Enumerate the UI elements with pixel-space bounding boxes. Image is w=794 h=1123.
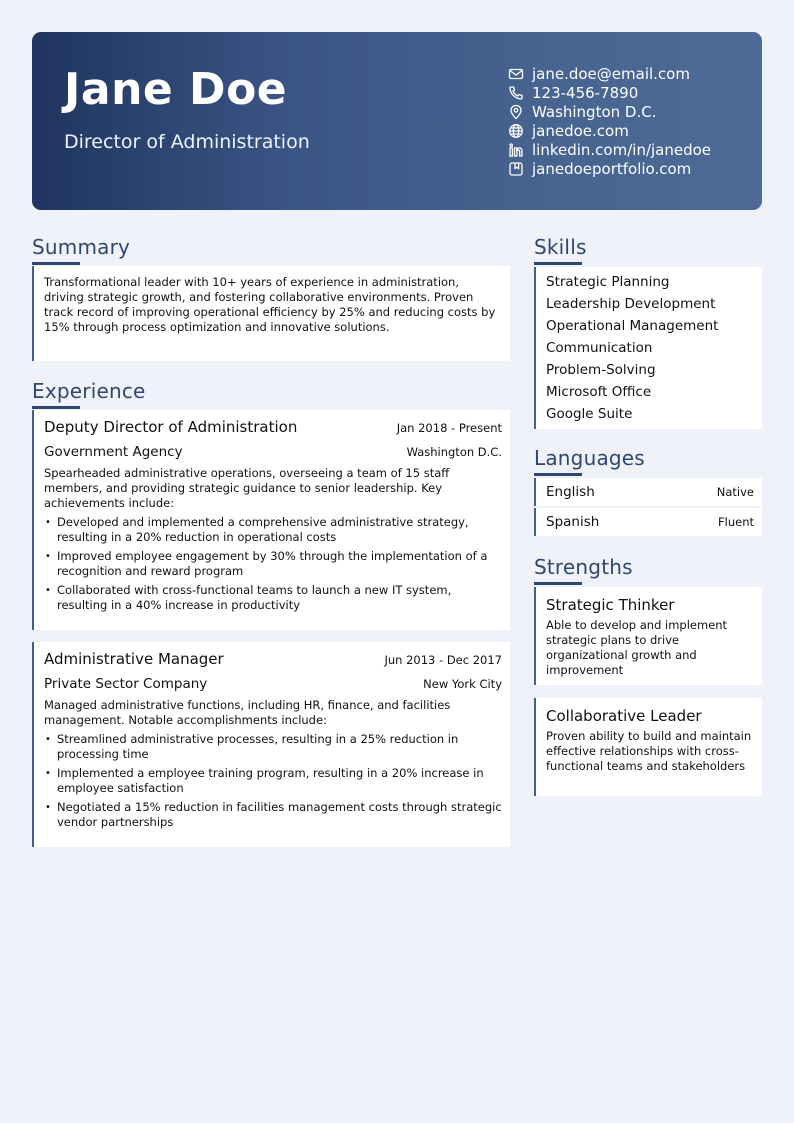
candidate-name: Jane Doe bbox=[64, 64, 288, 115]
experience-item bbox=[32, 642, 510, 847]
email-icon bbox=[508, 66, 524, 82]
contact-website-text: janedoe.com bbox=[532, 121, 629, 140]
skills-heading bbox=[534, 234, 587, 265]
experience-heading-underline bbox=[32, 406, 80, 409]
skill-item: Operational Management bbox=[546, 318, 719, 334]
language-item bbox=[534, 508, 762, 536]
contact-email-text: jane.doe@email.com bbox=[532, 64, 690, 83]
skills-card bbox=[534, 267, 762, 429]
job-location: New York City bbox=[423, 677, 502, 691]
contact-email[interactable] bbox=[508, 64, 711, 83]
job-bullet: • Negotiated a 15% reduction in facilities management costs through strategic vendor partnerships bbox=[44, 800, 502, 830]
languages-heading bbox=[534, 445, 645, 476]
contact-location-text: Washington D.C. bbox=[532, 102, 657, 121]
skill-item: Communication bbox=[546, 340, 653, 356]
contact-portfolio[interactable] bbox=[508, 159, 711, 178]
strength-title: Collaborative Leader bbox=[546, 707, 702, 725]
skill-item: Leadership Development bbox=[546, 296, 716, 312]
strength-item bbox=[534, 587, 762, 685]
job-dates: Jan 2018 - Present bbox=[396, 421, 502, 435]
contact-phone[interactable] bbox=[508, 83, 711, 102]
contact-portfolio-text: janedoeportfolio.com bbox=[532, 159, 692, 178]
job-title: Deputy Director of Administration bbox=[44, 418, 298, 436]
globe-icon bbox=[508, 123, 524, 139]
language-level: Native bbox=[716, 485, 754, 499]
job-bullet: • Streamlined administrative processes, resulting in a 25% reduction in processing time bbox=[44, 732, 502, 762]
job-bullet: • Collaborated with cross-functional teams to launch a new IT system, resulting in a 40% increase in productivity bbox=[44, 583, 502, 613]
contact-linkedin[interactable] bbox=[508, 140, 711, 159]
strengths-heading bbox=[534, 554, 633, 585]
location-icon bbox=[508, 104, 524, 120]
experience-item bbox=[32, 410, 510, 630]
language-level: Fluent bbox=[718, 515, 754, 529]
skill-item: Google Suite bbox=[546, 406, 633, 422]
skill-item: Problem-Solving bbox=[546, 362, 656, 378]
language-name: English bbox=[546, 484, 595, 500]
strength-item bbox=[534, 698, 762, 796]
experience-heading-text: Experience bbox=[32, 379, 146, 403]
job-location: Washington D.C. bbox=[406, 445, 502, 459]
summary-card: Transformational leader with 10+ years of experience in administration, driving strategic growth, and fostering collaborative environments. Proven track record of improving operational efficiency by 25% and reducing costs by 15% through process optimization and innovative solutions. bbox=[32, 266, 510, 361]
candidate-title: Director of Administration bbox=[64, 131, 310, 153]
contact-website[interactable] bbox=[508, 121, 711, 140]
job-bullet: • Developed and implemented a comprehensive administrative strategy, resulting in a 20% reduction in operational costs bbox=[44, 515, 502, 545]
contact-phone-text: 123-456-7890 bbox=[532, 83, 639, 102]
strengths-heading-underline bbox=[534, 582, 582, 585]
summary-heading-underline bbox=[32, 262, 80, 265]
strength-text: Able to develop and implement strategic plans to drive organizational growth and improvement bbox=[546, 618, 728, 677]
job-company: Government Agency bbox=[44, 444, 183, 460]
job-bullet: • Improved employee engagement by 30% through the implementation of a recognition and reward program bbox=[44, 549, 502, 579]
languages-heading-underline bbox=[534, 473, 582, 476]
skills-heading-underline bbox=[534, 262, 582, 265]
language-name: Spanish bbox=[546, 514, 600, 530]
skill-item: Microsoft Office bbox=[546, 384, 652, 400]
contact-list bbox=[508, 64, 711, 178]
strength-text: Proven ability to build and maintain effective relationships with cross-functional teams and stakeholders bbox=[546, 729, 752, 773]
strengths-heading-text: Strengths bbox=[534, 555, 633, 579]
language-item bbox=[534, 478, 762, 506]
linkedin-icon bbox=[508, 142, 524, 158]
contact-location bbox=[508, 102, 711, 121]
strength-title: Strategic Thinker bbox=[546, 596, 675, 614]
summary-heading-text: Summary bbox=[32, 235, 131, 259]
contact-linkedin-text: linkedin.com/in/janedoe bbox=[532, 140, 712, 159]
job-dates: Jun 2013 - Dec 2017 bbox=[384, 653, 502, 667]
languages-heading-text: Languages bbox=[534, 446, 645, 470]
job-company: Private Sector Company bbox=[44, 676, 208, 692]
phone-icon bbox=[508, 85, 524, 101]
skill-item: Strategic Planning bbox=[546, 274, 670, 290]
portfolio-icon bbox=[508, 161, 524, 177]
skills-heading-text: Skills bbox=[534, 235, 587, 259]
job-description: Managed administrative functions, including HR, finance, and facilities management. Notable accomplishments include: bbox=[44, 698, 451, 727]
job-description: Spearheaded administrative operations, overseeing a team of 15 staff members, and providing strategic guidance to senior leadership. Key achievements include: bbox=[44, 466, 450, 510]
summary-heading bbox=[32, 234, 130, 265]
resume-header bbox=[32, 32, 762, 210]
experience-heading bbox=[32, 378, 146, 409]
job-title: Administrative Manager bbox=[44, 650, 224, 668]
job-bullet: • Implemented a employee training program, resulting in a 20% increase in employee satisfaction bbox=[44, 766, 502, 796]
